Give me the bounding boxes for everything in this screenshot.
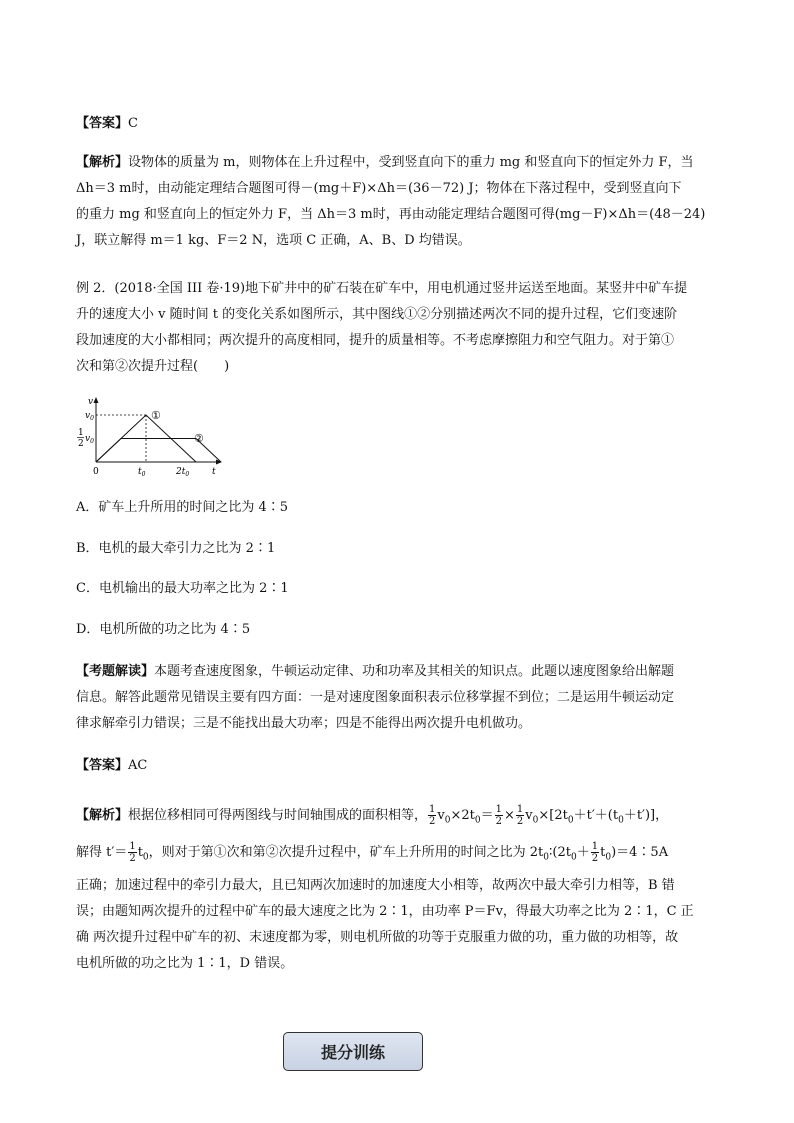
two-t0-label: $2t_0$: [176, 467, 190, 478]
analysis-line: 【解析】根据位移相同可得两图线与时间轴围成的面积相等， $\frac{1}{2}$ $v_0\times 2t_0=$ $\frac{1}{2}$ × $\frac{1}{2}$ $v_0\times[2t_0+t'+(t_0+t')]$，: [76, 804, 669, 827]
section-badge: [283, 1032, 423, 1071]
v-axis-arrow: [94, 397, 99, 403]
interpretation-line: 信息。解答此题常见错误主要有四方面：一是对速度图象面积表示位移掌握不到位；二是运用牛顿运动定: [76, 690, 675, 705]
velocity-time-graph: [76, 395, 226, 480]
answer-2: [76, 753, 720, 779]
t0-label: $t_0$: [138, 467, 146, 478]
analysis-line: Δh＝3 m时，由动能定理结合题图可得－(mg＋F)×Δh＝(36－72) J；物体在下落过程中，受到竖直向下: [76, 181, 682, 196]
option-b: B．电机的最大牵引力之比为 2∶1: [76, 541, 276, 556]
answer-tag: 【答案】: [76, 758, 129, 773]
curve-1-label: ①: [151, 409, 161, 422]
interpretation-tag: 【考题解读】: [76, 664, 155, 679]
v0-label: $v_0$: [85, 411, 94, 422]
analysis-line: J，联立解得 m＝1 kg、F＝2 N，选项 C 正确，A、B、D 均错误。: [76, 233, 471, 248]
answer-value: AC: [128, 758, 148, 773]
analysis-line: 确 两次提升过程中矿车的初、末速度都为零，则电机所做的功等于克服重力做的功，重力做的功相等，故: [76, 930, 679, 946]
interpretation-line: 【考题解读】本题考查速度图象，牛顿运动定律、功和功率及其相关的知识点。此题以速度图象给出解题: [76, 664, 675, 679]
option-d: D．电机所做的功之比为 4∶5: [76, 622, 251, 637]
half-den: 2: [78, 439, 84, 449]
analysis-line: 【解析】设物体的质量为 m，则物体在上升过程中，受到竖直向下的重力 mg 和竖直向下的恒定外力 F，当: [76, 155, 694, 170]
analysis-line: 电机所做的功之比为 1∶1，D 错误。: [76, 956, 294, 972]
analysis-line: 正确；加速过程中的牵引力最大，且已知两次加速时的加速度大小相等，故两次中最大牵引力相等，B 错: [76, 878, 675, 894]
fraction: $\frac{1}{2}$: [495, 804, 503, 827]
fraction: $\frac{1}{2}$: [429, 804, 436, 827]
question-line: 升的速度大小 v 随时间 t 的变化关系如图所示，其中图线①②分别描述两次不同的提升过程，它们变速阶: [76, 307, 678, 322]
option-a: A．矿车上升所用的时间之比为 4∶5: [76, 500, 289, 515]
fraction: $\frac{1}{2}$: [516, 804, 524, 827]
half-num: 1: [78, 428, 84, 438]
section-badge-label: 提分训练: [320, 1043, 385, 1062]
example-2-question: [76, 276, 720, 380]
exam-interpretation: [76, 659, 720, 737]
question-line: 段加速度的大小都相同；两次提升的高度相同，提升的质量相等。不考虑摩擦阻力和空气阻力。对于第①: [76, 333, 675, 348]
analysis-tag: 【解析】: [76, 808, 129, 823]
answer-value: C: [128, 116, 138, 131]
half-v0-label: $v_0$: [85, 434, 94, 445]
answer-tag: 【答案】: [76, 116, 129, 131]
analysis-tag: 【解析】: [76, 155, 129, 170]
fraction: $\frac{1}{2}$: [129, 840, 136, 864]
analysis-1: [76, 150, 720, 254]
analysis-2: [76, 800, 720, 977]
question-line: 例 2．(2018·全国 III 卷·19)地下矿井中的矿石装在矿车中，用电机通过竖井运送至地面。某竖井中矿车提: [76, 281, 688, 296]
question-line: 次和第②次提升过程( ): [76, 359, 230, 374]
curve-2-label: ②: [194, 432, 204, 445]
analysis-line: 的重力 mg 和竖直向上的恒定外力 F，当 Δh＝3 m时，再由动能定理结合题图可得(mg－F)×Δh＝(48－24): [76, 207, 706, 222]
option-c: C．电机输出的最大功率之比为 2∶1: [76, 581, 289, 596]
origin-label: 0: [93, 467, 99, 477]
answer-1: [76, 111, 720, 137]
v-axis-label: v: [88, 397, 94, 407]
interpretation-line: 律求解牵引力错误；三是不能找出最大功率；四是不能得出两次提升电机做功。: [76, 716, 532, 731]
t-axis-label: t: [212, 467, 216, 477]
fraction: $\frac{1}{2}$: [591, 840, 599, 864]
analysis-line: 解得 t′＝ $\frac{1}{2}$ $t_0$，则对于第①次和第②次提升过程中，矿车上升所用的时间之比为 $2t_0∶(2t_0+$ $\frac{1}{2}$ $t_0)=4∶5A$: [76, 840, 669, 864]
analysis-line: 误；由题知两次提升的过程中矿车的最大速度之比为 2∶1，由功率 P＝Fv，得最大功率之比为 2∶1，C 正: [76, 904, 694, 920]
